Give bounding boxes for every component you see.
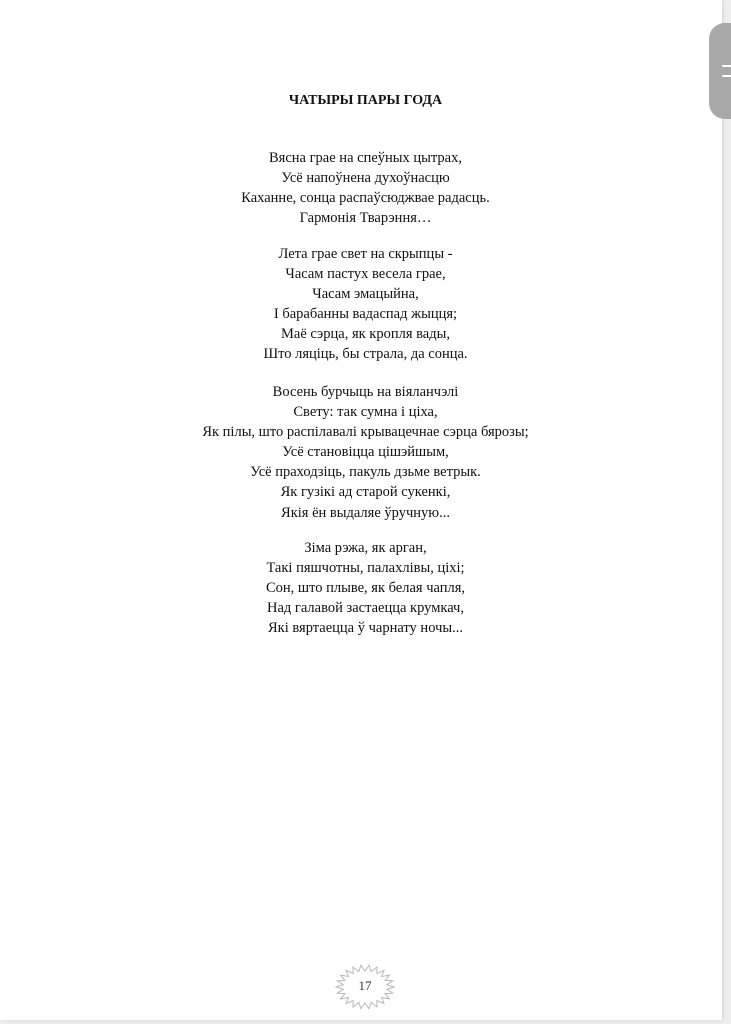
stanza-spring bbox=[0, 148, 731, 228]
poem-line: Такі пяшчотны, палахлівы, ціхі; bbox=[266, 560, 465, 577]
sidebar-toggle-handle[interactable] bbox=[709, 23, 731, 119]
menu-lines-icon bbox=[722, 65, 731, 67]
poem-line: Што ляціць, бы страла, да сонца. bbox=[263, 346, 468, 363]
menu-lines-icon bbox=[722, 75, 731, 77]
poem-line: Сон, што плыве, як белая чапля, bbox=[265, 580, 466, 597]
poem-line: Маё сэрца, як кропля вады, bbox=[281, 326, 450, 343]
poem-line: Над галавой застаецца крумкач, bbox=[267, 600, 464, 617]
poem-line: Як пілы, што распілавалі крывацечнае сэрца бярозы; bbox=[202, 424, 529, 441]
poem-line: Усё напоўнена духоўнасцю bbox=[281, 170, 450, 187]
poem-line: Зіма рэжа, як арган, bbox=[304, 540, 427, 556]
poem-line: Лета грае свет на скрыпцы - bbox=[278, 246, 453, 262]
poem-line: Часам эмацыйна, bbox=[312, 286, 419, 303]
poem-title: ЧАТЫРЫ ПАРЫ ГОДА bbox=[288, 93, 443, 108]
poem-line: Як гузікі ад старой сукенкі, bbox=[280, 484, 451, 501]
poem-line: І барабанны вадаспад жыцця; bbox=[273, 306, 458, 323]
poem-line: Які вяртаецца ў чарнату ночы... bbox=[268, 620, 463, 637]
stanza-autumn bbox=[0, 382, 731, 523]
page-number: 17 bbox=[358, 978, 372, 993]
poem-line: Вясна грае на спеўных цытрах, bbox=[269, 150, 462, 166]
poem-line: Якія ён выдаляе ўручную... bbox=[281, 504, 450, 521]
poem-line: Гармонія Тварэння… bbox=[299, 210, 432, 227]
page-number-badge bbox=[334, 963, 396, 1011]
poem-line: Усё становіцца цішэйшым, bbox=[282, 444, 449, 461]
stanza-summer bbox=[0, 244, 731, 365]
stanza-winter bbox=[0, 538, 731, 638]
poem-line: Свету: так сумна і ціха, bbox=[293, 404, 438, 421]
poem-line: Часам пастух весела грае, bbox=[285, 266, 446, 283]
poem-line: Каханне, сонца распаўсюджвае радасць. bbox=[241, 190, 490, 207]
poem-line: Восень бурчыць на віяланчэлі bbox=[272, 384, 459, 400]
poem-line: Усё праходзіць, пакуль дзьме ветрык. bbox=[250, 464, 481, 481]
